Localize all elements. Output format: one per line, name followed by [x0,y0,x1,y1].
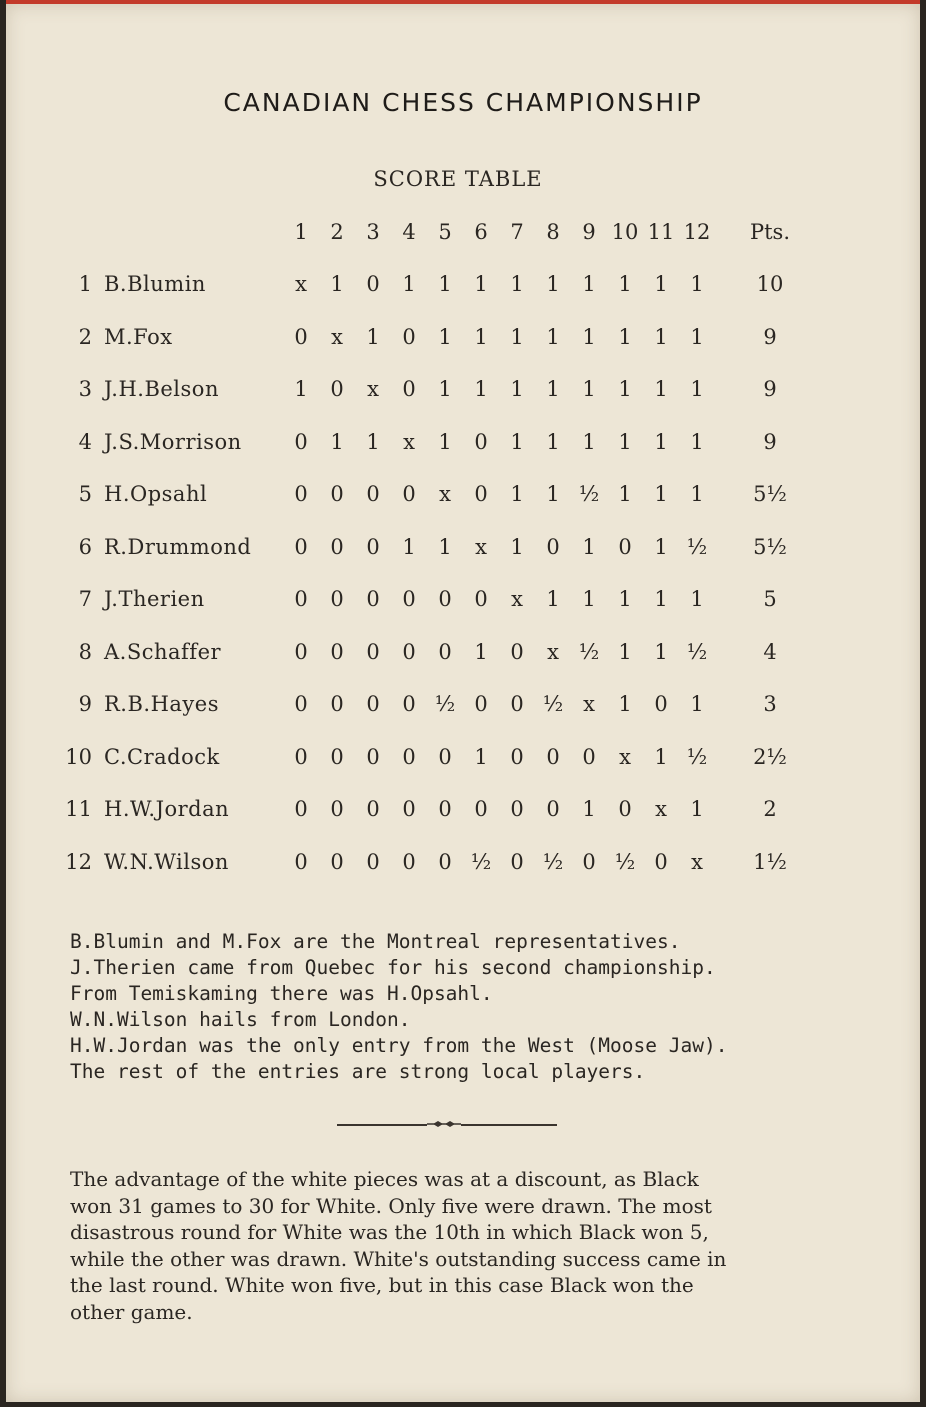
score-cell: 0 [330,745,344,769]
score-cell: 0 [474,430,488,454]
score-cell: 0 [474,797,488,821]
score-cell: 1 [582,535,596,559]
player-rank: 8 [78,640,92,664]
score-cell: 0 [510,745,524,769]
player-rank: 12 [65,850,92,874]
player-name: R.Drummond [104,535,252,559]
score-cell: 0 [330,850,344,874]
score-cell: 1 [582,587,596,611]
column-number: 2 [330,220,344,244]
score-cell: 0 [294,535,308,559]
score-cell: 0 [366,745,380,769]
score-cell: 1 [510,482,524,506]
column-number: 12 [683,220,711,244]
score-cell: 0 [294,430,308,454]
score-cell: 1 [582,797,596,821]
score-cell: 0 [438,797,452,821]
score-cell: 0 [474,482,488,506]
player-points: 5½ [753,535,787,559]
score-cell: 0 [402,745,416,769]
score-cell: x [583,692,595,716]
score-cell: 1 [510,430,524,454]
player-rank: 5 [78,482,92,506]
column-number: 1 [294,220,308,244]
score-cell: 0 [294,850,308,874]
score-cell: x [403,430,415,454]
score-cell: 1 [582,325,596,349]
score-cell: 0 [366,272,380,296]
score-cell: 0 [546,745,560,769]
score-cell: 1 [438,272,452,296]
player-name: C.Cradock [104,745,220,769]
score-cell: 1 [510,272,524,296]
score-cell: 1 [654,587,668,611]
score-cell: 0 [546,797,560,821]
player-name: H.W.Jordan [104,797,230,821]
paragraph-line: other game. [70,1299,193,1324]
score-cell: 0 [366,850,380,874]
score-cell: 1 [582,377,596,401]
score-cell: ½ [614,850,636,874]
score-cell: 1 [510,377,524,401]
score-cell: x [691,850,703,874]
player-points: 5½ [753,482,787,506]
paragraph-line: disastrous round for White was the 10th in which Black won 5, [70,1220,709,1244]
player-rank: 4 [78,430,92,454]
score-cell: 1 [366,430,380,454]
table-row [0,640,926,670]
note-line: H.W.Jordan was the only entry from the West (Moose Jaw). [70,1034,728,1057]
player-name: A.Schaffer [104,640,222,664]
score-cell: 0 [510,850,524,874]
column-number: 4 [402,220,416,244]
column-number: 3 [366,220,380,244]
score-cell: 0 [618,535,632,559]
column-number: 10 [611,220,639,244]
score-cell: 0 [618,797,632,821]
table-row [0,535,926,565]
player-points: 2½ [753,745,787,769]
score-cell: 0 [330,640,344,664]
table-title: SCORE TABLE [373,167,543,191]
table-row [0,692,926,722]
score-cell: 1 [330,430,344,454]
score-cell: x [295,272,307,296]
score-cell: 1 [546,430,560,454]
score-cell: 1 [618,587,632,611]
score-cell: 0 [294,587,308,611]
score-cell: 1 [582,430,596,454]
score-cell: x [439,482,451,506]
score-cell: 0 [294,482,308,506]
table-row [0,325,926,355]
score-cell: 0 [438,850,452,874]
score-cell: 1 [690,587,704,611]
table-row [0,587,926,617]
note-line: W.N.Wilson hails from London. [70,1008,411,1031]
column-number: 8 [546,220,560,244]
score-cell: 0 [330,535,344,559]
score-cell: 1 [582,272,596,296]
score-cell: 0 [402,325,416,349]
score-cell: x [547,640,559,664]
score-cell: 0 [582,850,596,874]
score-cell: 1 [330,272,344,296]
score-cell: 1 [618,692,632,716]
column-number: 6 [474,220,488,244]
score-cell: 0 [438,745,452,769]
player-points: 1½ [753,850,787,874]
score-cell: 1 [510,325,524,349]
table-row [0,745,926,775]
score-cell: 1 [654,272,668,296]
score-cell: 1 [366,325,380,349]
score-cell: 0 [366,797,380,821]
score-cell: 1 [654,640,668,664]
score-cell: 0 [438,640,452,664]
score-cell: 1 [654,482,668,506]
paragraph-line: the last round. White won five, but in this case Black won the [70,1273,694,1297]
score-cell: ½ [686,745,708,769]
note-line: The rest of the entries are strong local players. [70,1060,646,1083]
player-rank: 10 [65,745,92,769]
player-rank: 7 [78,587,92,611]
player-points: 4 [763,640,777,664]
score-cell: 1 [438,535,452,559]
score-cell: 1 [546,377,560,401]
score-cell: ½ [542,850,564,874]
paragraph-line: while the other was drawn. White's outstanding success came in [70,1246,727,1271]
player-points: 2 [763,797,777,821]
player-points: 10 [756,272,784,296]
player-rank: 3 [78,377,92,401]
score-cell: ½ [542,692,564,716]
score-cell: 1 [402,535,416,559]
score-cell: ½ [470,850,492,874]
note-line: B.Blumin and M.Fox are the Montreal representatives. [70,930,681,953]
score-cell: 1 [546,482,560,506]
score-cell: x [511,587,523,611]
score-cell: 1 [474,745,488,769]
score-cell: 1 [654,745,668,769]
player-points: 5 [763,587,777,611]
score-cell: 0 [294,692,308,716]
score-cell: 0 [366,587,380,611]
score-cell: ½ [578,640,600,664]
score-cell: 0 [510,692,524,716]
score-cell: 1 [438,325,452,349]
score-cell: ½ [578,482,600,506]
score-cell: x [655,797,667,821]
score-cell: 1 [402,272,416,296]
score-cell: 0 [402,587,416,611]
score-cell: 0 [330,692,344,716]
table-row [0,430,926,460]
score-cell: 1 [690,430,704,454]
score-cell: 0 [402,850,416,874]
score-cell: ½ [434,692,456,716]
score-cell: 0 [330,482,344,506]
score-cell: 0 [510,640,524,664]
score-cell: 1 [654,535,668,559]
column-number: 9 [582,220,596,244]
score-cell: 0 [510,797,524,821]
score-cell: 1 [618,325,632,349]
score-cell: 1 [474,377,488,401]
score-cell: 0 [402,797,416,821]
note-line: J.Therien came from Quebec for his second championship. [70,956,716,979]
score-cell: 0 [402,482,416,506]
score-cell: 0 [474,692,488,716]
score-cell: x [367,377,379,401]
score-cell: 1 [294,377,308,401]
score-cell: 0 [402,640,416,664]
score-cell: 1 [510,535,524,559]
player-name: M.Fox [104,325,173,349]
player-name: H.Opsahl [104,482,208,506]
score-cell: ½ [686,535,708,559]
player-name: J.H.Belson [104,377,219,401]
score-cell: 1 [690,272,704,296]
notes-block [70,929,870,1085]
score-cell: 1 [474,272,488,296]
score-cell: 0 [366,535,380,559]
table-row [0,482,926,512]
score-cell: 0 [654,850,668,874]
player-name: R.B.Hayes [104,692,219,716]
score-cell: x [475,535,487,559]
column-number: 11 [647,220,675,244]
score-cell: 1 [474,325,488,349]
score-cell: 1 [618,272,632,296]
paragraph-line: won 31 games to 30 for White. Only five were drawn. The most [70,1193,712,1218]
player-points: 9 [763,430,777,454]
player-points: 3 [763,692,777,716]
score-cell: 0 [438,587,452,611]
table-row [0,272,926,302]
score-cell: 0 [546,535,560,559]
player-rank: 9 [78,692,92,716]
table-row [0,797,926,827]
score-cell: 0 [366,692,380,716]
score-cell: 1 [690,482,704,506]
score-cell: 1 [654,430,668,454]
score-cell: 1 [474,640,488,664]
score-cell: 0 [582,745,596,769]
player-name: W.N.Wilson [104,850,229,874]
player-rank: 11 [65,797,92,821]
score-cell: 0 [294,640,308,664]
score-cell: x [331,325,343,349]
score-cell: 1 [618,640,632,664]
player-name: B.Blumin [104,272,206,296]
paragraph-line: The advantage of the white pieces was at a discount, as Black [70,1167,699,1191]
points-header: Pts. [749,220,791,244]
score-cell: 0 [474,587,488,611]
player-name: J.Therien [104,587,205,611]
score-cell: 1 [690,797,704,821]
table-row [0,850,926,880]
score-cell: 1 [438,430,452,454]
score-cell: 1 [690,692,704,716]
score-cell: 0 [402,692,416,716]
score-cell: 1 [618,482,632,506]
score-cell: 1 [690,325,704,349]
player-points: 9 [763,325,777,349]
score-cell: 0 [366,640,380,664]
page-title: CANADIAN CHESS CHAMPIONSHIP [223,88,703,117]
score-cell: 1 [618,430,632,454]
score-cell: 1 [546,325,560,349]
score-cell: 1 [690,377,704,401]
score-cell: x [619,745,631,769]
score-cell: 0 [330,377,344,401]
score-cell: 0 [366,482,380,506]
note-line: From Temiskaming there was H.Opsahl. [70,982,493,1005]
score-cell: 0 [654,692,668,716]
player-name: J.S.Morrison [104,430,242,454]
score-cell: 0 [330,797,344,821]
player-rank: 1 [78,272,92,296]
score-cell: 1 [546,272,560,296]
score-cell: 0 [294,325,308,349]
player-rank: 6 [78,535,92,559]
score-cell: 0 [330,587,344,611]
player-points: 9 [763,377,777,401]
column-number: 7 [510,220,524,244]
column-number: 5 [438,220,452,244]
divider-ornament [427,1119,461,1129]
commentary-paragraph [70,1166,870,1325]
table-row [0,377,926,407]
player-rank: 2 [78,325,92,349]
table-header-row [0,220,926,250]
score-cell: 0 [402,377,416,401]
score-cell: 1 [654,377,668,401]
score-cell: 0 [294,797,308,821]
score-cell: ½ [686,640,708,664]
score-cell: 1 [546,587,560,611]
score-cell: 1 [618,377,632,401]
score-cell: 0 [294,745,308,769]
score-cell: 1 [654,325,668,349]
score-cell: 1 [438,377,452,401]
